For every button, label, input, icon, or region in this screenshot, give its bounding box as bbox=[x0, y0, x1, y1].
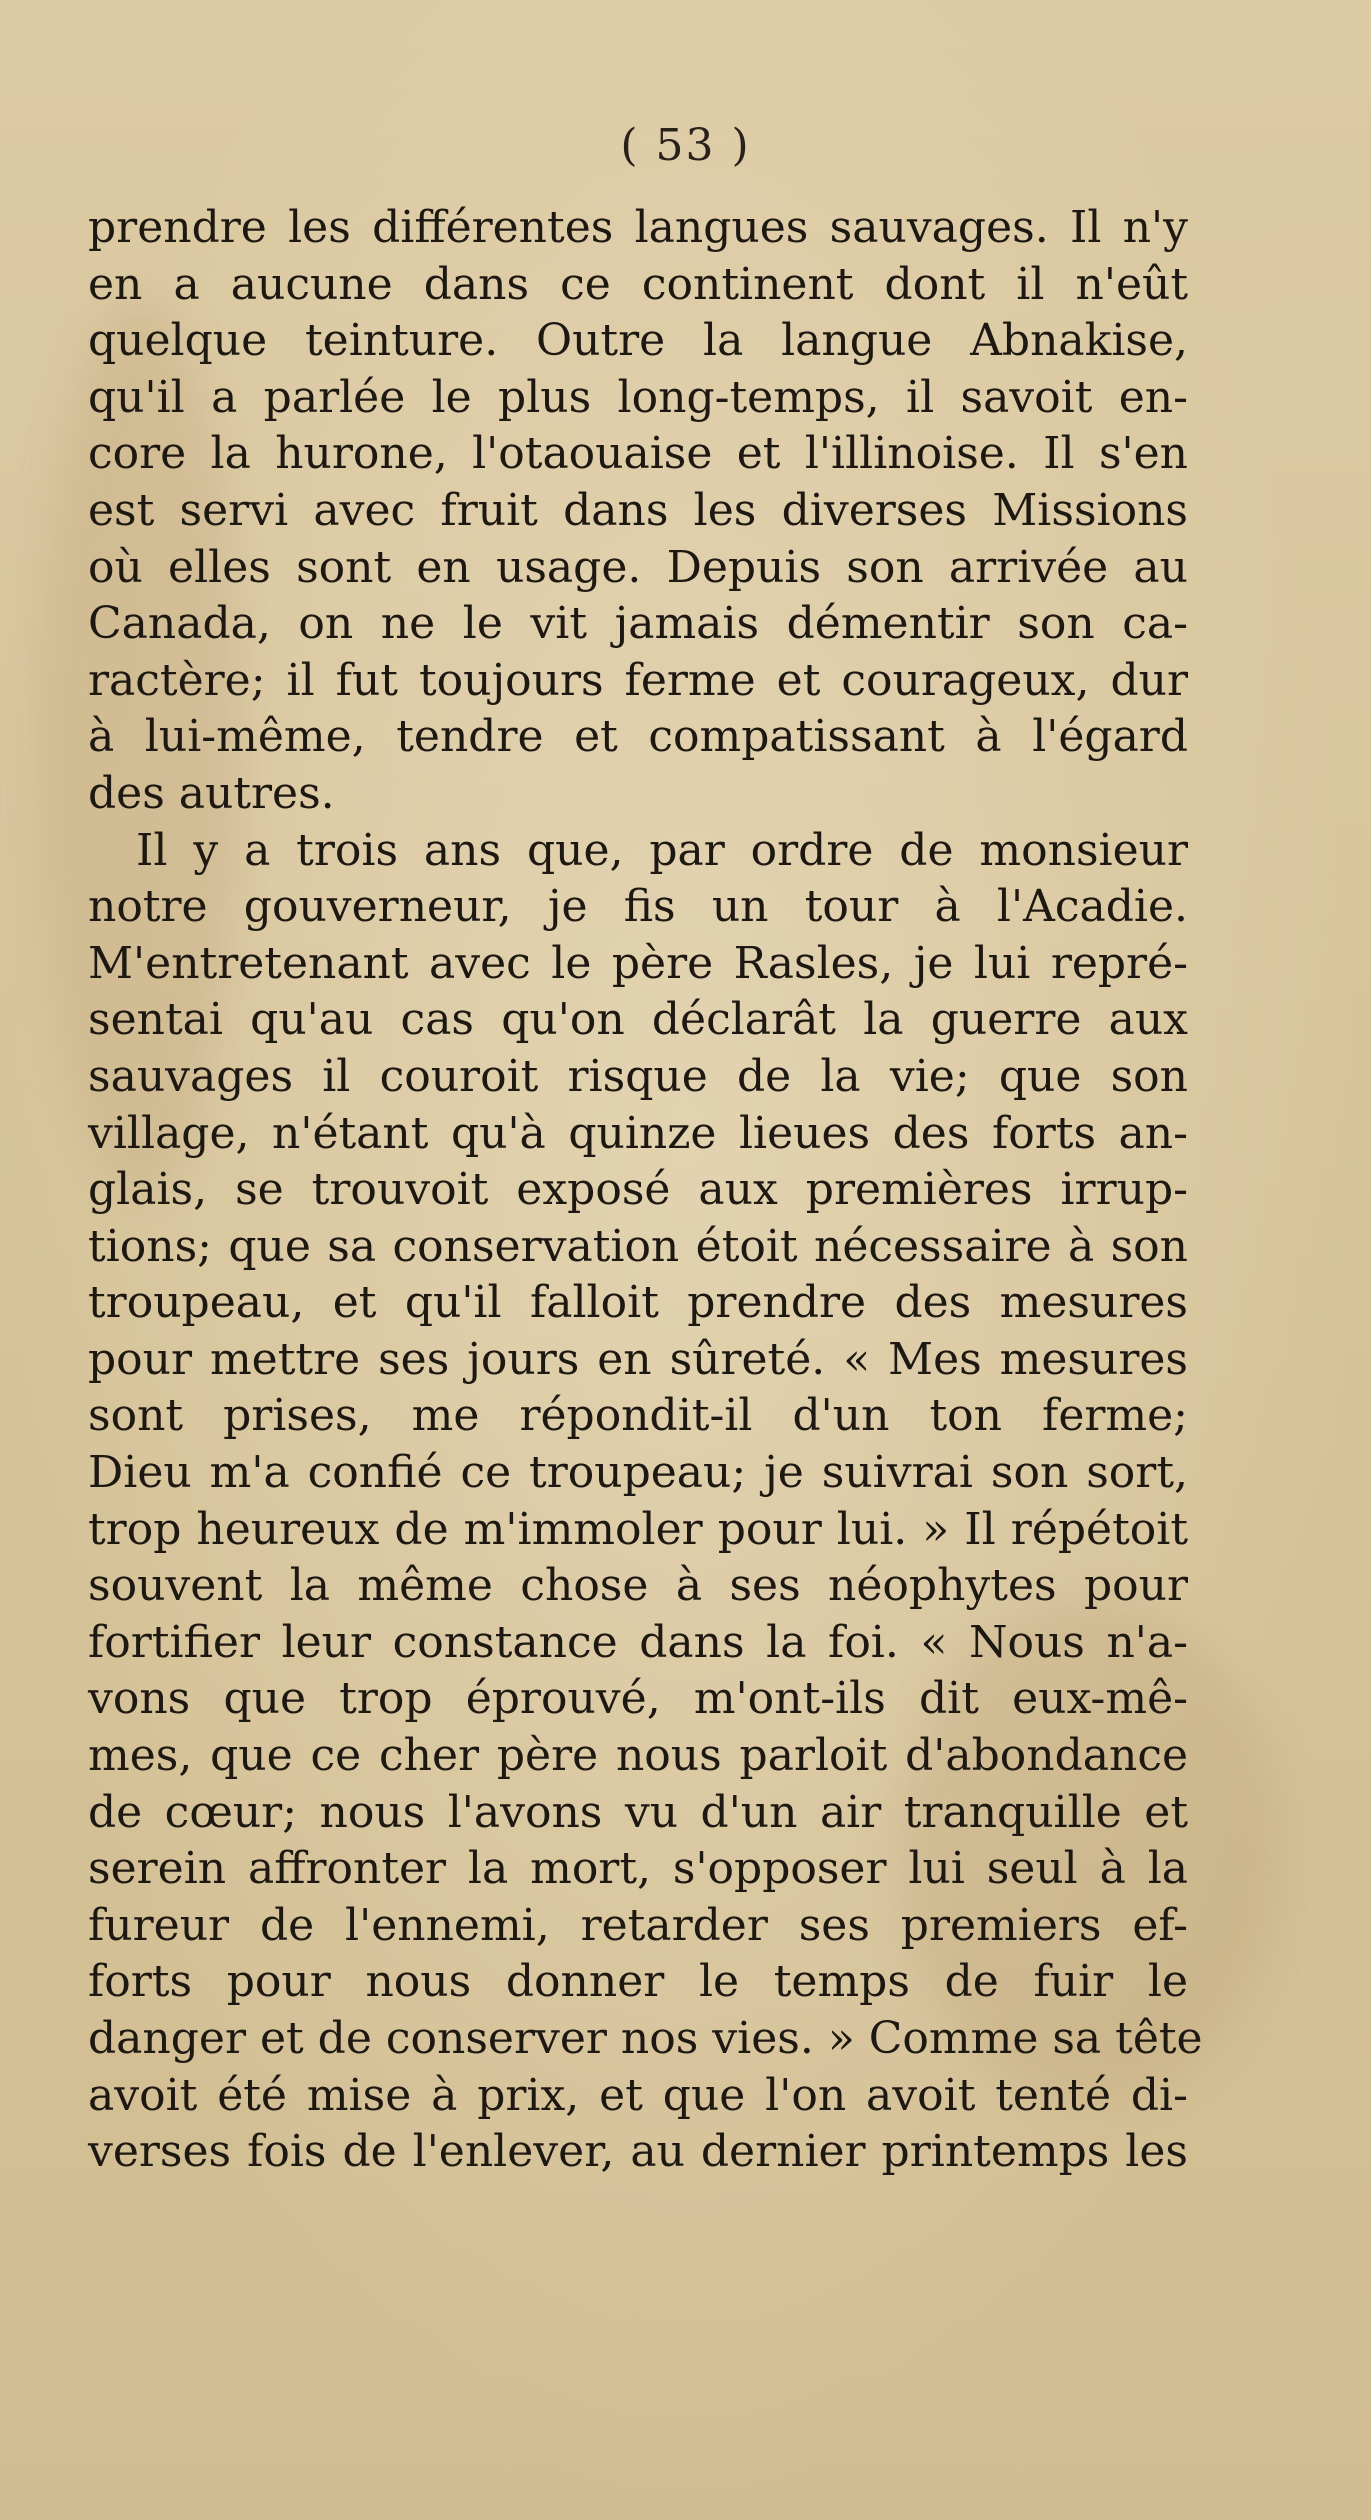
text-line: pour mettre ses jours en sûreté. « Mes mesures bbox=[88, 1333, 1188, 1385]
text-line: qu'il a parlée le plus long-temps, il savoit en- bbox=[88, 371, 1188, 423]
text-line: village, n'étant qu'à quinze lieues des forts an- bbox=[88, 1107, 1188, 1159]
text-line: notre gouverneur, je fis un tour à l'Acadie. bbox=[88, 881, 1188, 933]
text-line: Il y a trois ans que, par ordre de monsieur bbox=[136, 824, 1188, 876]
text-line: serein affronter la mort, s'opposer lui seul à la bbox=[88, 1843, 1188, 1895]
text-line: à lui-même, tendre et compatissant à l'égard bbox=[88, 711, 1188, 763]
text-line: M'entretenant avec le père Rasles, je lui repré- bbox=[88, 937, 1188, 989]
text-line: vons que trop éprouvé, m'ont-ils dit eux-mê- bbox=[88, 1673, 1188, 1725]
paragraph bbox=[88, 200, 1188, 823]
text-line: souvent la même chose à ses néophytes pour bbox=[88, 1560, 1188, 1612]
page-number: ( 53 ) bbox=[620, 120, 751, 171]
text-line: danger et de conserver nos vies. » Comme sa tête bbox=[88, 2013, 1203, 2064]
text-line: Dieu m'a confié ce troupeau; je suivrai son sort, bbox=[88, 1447, 1188, 1499]
text-line: Canada, on ne le vit jamais démentir son ca- bbox=[88, 598, 1188, 650]
paragraph bbox=[88, 823, 1203, 2181]
text-line: en a aucune dans ce continent dont il n'eût bbox=[88, 258, 1188, 310]
text-line: avoit été mise à prix, et que l'on avoit tenté di- bbox=[88, 2069, 1188, 2121]
text-line: sont prises, me répondit-il d'un ton ferme; bbox=[88, 1390, 1188, 1442]
text-line: prendre les différentes langues sauvages. Il n'y bbox=[88, 202, 1188, 253]
text-line: quelque teinture. Outre la langue Abnakise, bbox=[88, 315, 1188, 367]
text-line: sauvages il couroit risque de la vie; que son bbox=[88, 1050, 1188, 1102]
text-line: fureur de l'ennemi, retarder ses premiers ef- bbox=[88, 1899, 1188, 1951]
text-line: ractère; il fut toujours ferme et courageux, dur bbox=[88, 654, 1188, 706]
text-line: de cœur; nous l'avons vu d'un air tranquille et bbox=[88, 1786, 1188, 1838]
text-line: core la hurone, l'otaouaise et l'illinoise. Il s'en bbox=[88, 428, 1188, 480]
text-line: troupeau, et qu'il falloit prendre des mesures bbox=[88, 1277, 1188, 1329]
text-line: forts pour nous donner le temps de fuir le bbox=[88, 1956, 1188, 2008]
text-line: sentai qu'au cas qu'on déclarât la guerre aux bbox=[88, 994, 1188, 1046]
text-line: tions; que sa conservation étoit nécessaire à son bbox=[88, 1220, 1188, 1272]
text-line: des autres. bbox=[88, 767, 335, 819]
text-line: verses fois de l'enlever, au dernier printemps les bbox=[88, 2126, 1188, 2178]
text-line: où elles sont en usage. Depuis son arrivée au bbox=[88, 541, 1188, 593]
text-line: glais, se trouvoit exposé aux premières irrup- bbox=[88, 1164, 1188, 1216]
text-line: mes, que ce cher père nous parloit d'abondance bbox=[88, 1730, 1188, 1782]
text-line: trop heureux de m'immoler pour lui. » Il répétoit bbox=[88, 1503, 1188, 1555]
body-text bbox=[88, 200, 1203, 2181]
text-line: est servi avec fruit dans les diverses Missions bbox=[88, 484, 1188, 536]
text-line: fortifier leur constance dans la foi. « Nous n'a- bbox=[88, 1616, 1188, 1668]
